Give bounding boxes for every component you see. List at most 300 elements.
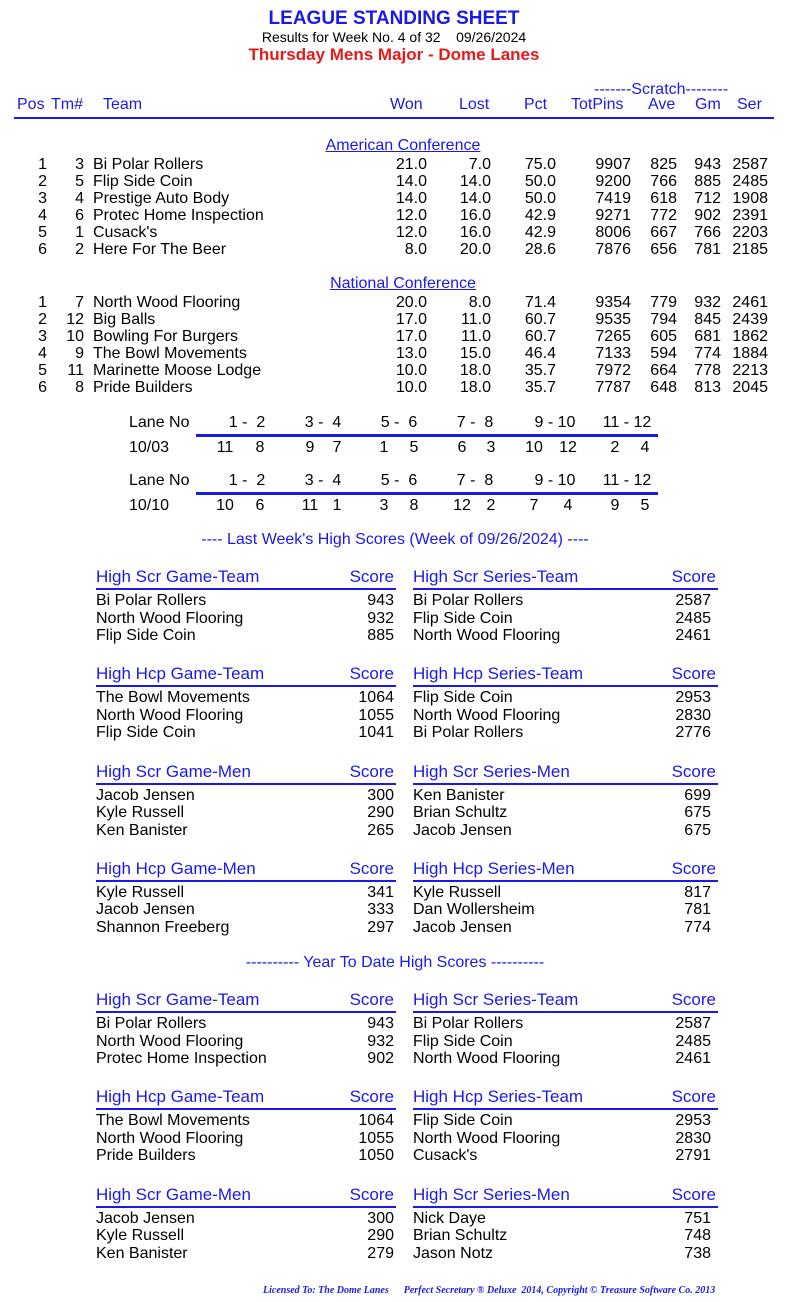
cell-team: Bi Polar Rollers (93, 156, 204, 173)
score-value: 2461 (675, 627, 711, 644)
standing-row (0, 156, 800, 173)
cell-won: 13.0 (395, 345, 427, 362)
lane-team-number: 12 (453, 497, 471, 514)
cell-won: 17.0 (395, 311, 427, 328)
lane-pair: 5 - 6 (380, 472, 418, 489)
standing-row (0, 190, 800, 207)
lane-team-number: 3 (379, 497, 389, 514)
score-item (413, 1112, 718, 1130)
cell-ave: 794 (650, 311, 677, 328)
col-won: Won (390, 96, 423, 113)
high-score-box (413, 567, 718, 645)
cell-pos: 2 (38, 311, 47, 328)
score-value: 2791 (675, 1147, 711, 1165)
cell-ave: 664 (650, 362, 677, 379)
cell-tm: 2 (75, 241, 84, 258)
cell-lost: 18.0 (459, 362, 491, 379)
score-value: 297 (367, 918, 394, 936)
score-value: 2953 (675, 1112, 711, 1130)
cell-tm: 1 (75, 224, 84, 241)
cell-lost: 11.0 (461, 328, 491, 345)
cell-ser: 2213 (732, 362, 768, 379)
box-list (413, 689, 718, 742)
score-item (413, 901, 718, 919)
score-name: Bi Polar Rollers (96, 592, 207, 609)
cell-team: Big Balls (93, 311, 156, 328)
cell-lost: 14.0 (459, 190, 491, 207)
box-title: High Hcp Series-Team (413, 1087, 584, 1107)
high-score-box (413, 664, 718, 742)
lane-team-number: 10 (216, 497, 234, 514)
cell-pct: 60.7 (524, 311, 556, 328)
score-value: 265 (367, 821, 394, 839)
box-rule (96, 588, 396, 590)
box-title: High Scr Game-Team (96, 567, 260, 586)
cell-tm: 12 (66, 311, 84, 328)
cell-team: Prestige Auto Body (93, 190, 230, 207)
cell-totpins: 7133 (595, 345, 631, 362)
score-name: The Bowl Movements (96, 1112, 250, 1130)
score-value: 817 (684, 883, 711, 901)
lane-team-number: 8 (409, 497, 419, 514)
score-name: Protec Home Inspection (96, 1050, 267, 1067)
high-score-box (96, 990, 396, 1068)
cell-ser: 1908 (732, 190, 768, 207)
score-name: Bi Polar Rollers (413, 724, 524, 742)
box-title: High Scr Series-Men (413, 761, 570, 781)
score-name: North Wood Flooring (96, 1129, 244, 1147)
cell-won: 10.0 (395, 379, 427, 396)
cell-totpins: 9271 (595, 207, 631, 224)
cell-gm: 813 (694, 379, 721, 396)
score-item (96, 724, 396, 742)
sheet-title: LEAGUE STANDING SHEET (268, 8, 520, 29)
cell-totpins: 7265 (595, 328, 631, 345)
score-value: 943 (367, 592, 394, 609)
cell-team: Marinette Moose Lodge (93, 362, 262, 379)
cell-won: 17.0 (395, 328, 427, 345)
cell-gm: 712 (694, 190, 721, 207)
score-name: Dan Wollersheim (413, 901, 535, 919)
cell-lost: 20.0 (459, 241, 491, 258)
cell-totpins: 9907 (595, 156, 631, 173)
box-header (413, 664, 718, 684)
box-list (413, 1210, 718, 1263)
col-gm: Gm (695, 96, 721, 113)
cell-tm: 7 (75, 294, 84, 311)
box-score-label: Score (671, 990, 716, 1009)
cell-lost: 14.0 (459, 173, 491, 190)
score-name: Shannon Freeberg (96, 918, 230, 936)
col-lost: Lost (459, 96, 490, 113)
box-rule (413, 1011, 718, 1013)
lane-team-number: 11 (301, 497, 319, 514)
lane-team-number: 3 (486, 439, 496, 456)
col-ave: Ave (648, 96, 676, 113)
high-score-box (413, 990, 718, 1068)
cell-lost: 7.0 (468, 156, 491, 173)
score-name: Jacob Jensen (96, 901, 195, 919)
col-team: Team (103, 96, 143, 113)
lane-rule (196, 492, 658, 495)
league-name: Thursday Mens Major - Dome Lanes (248, 45, 540, 64)
lane-rule (196, 434, 658, 437)
cell-team: Protec Home Inspection (93, 207, 264, 224)
score-name: Kyle Russell (413, 883, 502, 901)
cell-tm: 3 (75, 156, 84, 173)
cell-pos: 5 (38, 362, 47, 379)
box-rule (413, 783, 718, 785)
lane-pair: 1 - 2 (228, 472, 266, 489)
box-list (413, 884, 718, 937)
score-item (96, 1050, 396, 1068)
cell-gm: 778 (694, 362, 721, 379)
cell-ser: 2439 (732, 311, 768, 328)
lane-team-number: 2 (486, 497, 496, 514)
score-item (96, 1033, 396, 1051)
score-item (413, 1130, 718, 1148)
cell-totpins: 9535 (595, 311, 631, 328)
score-name: Jason Notz (413, 1244, 494, 1262)
score-name: Pride Builders (96, 1147, 196, 1165)
lane-team-number: 1 (379, 439, 389, 456)
score-name: Flip Side Coin (413, 1032, 513, 1050)
score-item (96, 610, 396, 628)
score-name: Bi Polar Rollers (413, 592, 524, 609)
cell-pos: 1 (38, 156, 47, 173)
score-value: 1055 (358, 706, 394, 724)
cell-won: 8.0 (404, 241, 427, 258)
score-value: 675 (684, 804, 711, 822)
lane-team-number: 2 (610, 439, 620, 456)
score-name: Flip Side Coin (96, 724, 196, 742)
score-name: Cusack's (413, 1147, 478, 1165)
lane-team-number: 4 (563, 497, 573, 514)
lane-team-number: 7 (332, 439, 342, 456)
high-score-box (413, 859, 718, 937)
score-name: North Wood Flooring (413, 1050, 561, 1067)
cell-tm: 11 (67, 362, 84, 379)
score-value: 1064 (358, 1112, 394, 1130)
score-value: 751 (684, 1209, 711, 1227)
cell-team: The Bowl Movements (93, 345, 247, 362)
box-score-label: Score (349, 858, 394, 878)
score-name: Kyle Russell (96, 804, 185, 822)
box-score-label: Score (349, 567, 394, 586)
box-rule (96, 880, 396, 882)
score-value: 1064 (358, 689, 394, 707)
standing-row (0, 328, 800, 345)
cell-lost: 16.0 (459, 224, 491, 241)
cell-lost: 8.0 (468, 294, 491, 311)
box-list (413, 1112, 718, 1165)
score-name: Brian Schultz (413, 804, 508, 822)
box-score-label: Score (349, 1184, 394, 1204)
box-header (96, 762, 396, 782)
lane-date: 10/10 (129, 497, 170, 514)
score-item (413, 1210, 718, 1228)
header-rule (14, 117, 774, 119)
score-item (413, 610, 718, 628)
box-rule (413, 1108, 718, 1110)
cell-lost: 16.0 (459, 207, 491, 224)
last-week-title: ---- Last Week's High Scores (Week of 09/26/2024) ---- (201, 531, 589, 548)
cell-pos: 5 (38, 224, 47, 241)
standing-row (0, 241, 800, 258)
lane-team-number: 6 (255, 497, 265, 514)
box-score-label: Score (671, 1087, 716, 1107)
cell-gm: 845 (694, 311, 721, 328)
score-item (96, 884, 396, 902)
score-item (413, 1245, 718, 1263)
box-header (96, 664, 396, 684)
score-item (96, 627, 396, 645)
box-rule (413, 880, 718, 882)
score-value: 885 (367, 627, 394, 644)
score-value: 279 (367, 1244, 394, 1262)
score-name: Ken Banister (96, 821, 188, 839)
box-rule (413, 685, 718, 687)
box-list (413, 1015, 718, 1068)
standing-row (0, 207, 800, 224)
box-score-label: Score (671, 761, 716, 781)
cell-ser: 1862 (732, 328, 768, 345)
cell-lost: 15.0 (459, 345, 491, 362)
box-title: High Scr Game-Team (96, 990, 260, 1009)
box-score-label: Score (349, 761, 394, 781)
col-ser: Ser (737, 96, 762, 113)
box-header (413, 859, 718, 879)
cell-won: 12.0 (395, 207, 427, 224)
cell-ser: 2587 (732, 156, 768, 173)
score-name: Nick Daye (413, 1209, 486, 1227)
score-item (96, 1147, 396, 1165)
score-name: North Wood Flooring (413, 706, 561, 724)
lane-team-number: 5 (409, 439, 419, 456)
score-value: 748 (684, 1227, 711, 1245)
score-item (96, 1112, 396, 1130)
cell-tm: 9 (75, 345, 84, 362)
cell-ser: 2185 (732, 241, 768, 258)
conference-title: National Conference (330, 275, 476, 292)
box-title: High Scr Series-Men (413, 1184, 570, 1204)
standing-row (0, 345, 800, 362)
score-item (413, 804, 718, 822)
score-value: 2776 (675, 724, 711, 742)
cell-lost: 18.0 (459, 379, 491, 396)
score-value: 2485 (675, 609, 711, 627)
score-value: 2953 (675, 689, 711, 707)
lane-team-number: 1 (332, 497, 342, 514)
score-value: 333 (367, 901, 394, 919)
lane-team-number: 6 (457, 439, 467, 456)
score-item (413, 1227, 718, 1245)
cell-pos: 3 (38, 190, 47, 207)
score-item (413, 1050, 718, 1068)
score-value: 902 (367, 1050, 394, 1067)
cell-ave: 766 (650, 173, 677, 190)
box-rule (413, 588, 718, 590)
cell-tm: 8 (75, 379, 84, 396)
score-name: Ken Banister (96, 1244, 188, 1262)
score-name: Flip Side Coin (413, 609, 513, 627)
box-score-label: Score (349, 1087, 394, 1107)
cell-lost: 11.0 (461, 311, 491, 328)
score-name: North Wood Flooring (413, 1129, 561, 1147)
lane-team-number: 11 (216, 439, 234, 456)
cell-pct: 75.0 (524, 156, 556, 173)
lane-pair: 7 - 8 (456, 414, 494, 431)
cell-pct: 42.9 (524, 207, 556, 224)
box-header (96, 990, 396, 1010)
cell-totpins: 8006 (595, 224, 631, 241)
score-item (413, 1015, 718, 1033)
cell-ave: 825 (650, 156, 677, 173)
box-score-label: Score (671, 664, 716, 684)
cell-pct: 60.7 (524, 328, 556, 345)
score-name: Jacob Jensen (413, 918, 512, 936)
box-title: High Hcp Game-Team (96, 664, 265, 684)
cell-ser: 2391 (732, 207, 768, 224)
col-pos: Pos (17, 96, 45, 113)
cell-won: 20.0 (395, 294, 427, 311)
lane-pair: 9 - 10 (534, 414, 576, 431)
cell-pct: 35.7 (524, 362, 556, 379)
box-header (96, 567, 396, 587)
box-title: High Hcp Series-Men (413, 858, 575, 878)
box-list (96, 1210, 396, 1263)
score-item (413, 724, 718, 742)
score-value: 2461 (675, 1050, 711, 1067)
lane-team-number: 9 (610, 497, 620, 514)
high-score-box (413, 1087, 718, 1165)
cell-ave: 605 (650, 328, 677, 345)
cell-ser: 2203 (732, 224, 768, 241)
lane-pair: 3 - 4 (304, 472, 342, 489)
box-score-label: Score (349, 664, 394, 684)
score-name: Flip Side Coin (413, 1112, 513, 1130)
scratch-group-label: -------Scratch-------- (594, 81, 729, 98)
standing-row (0, 362, 800, 379)
cell-team: Bowling For Burgers (93, 328, 238, 345)
score-value: 932 (367, 609, 394, 627)
score-value: 1055 (358, 1129, 394, 1147)
cell-won: 14.0 (395, 190, 427, 207)
score-name: Bi Polar Rollers (413, 1015, 524, 1032)
cell-won: 10.0 (395, 362, 427, 379)
score-item (96, 1245, 396, 1263)
high-score-box (96, 762, 396, 840)
lane-pair: 11 - 12 (602, 472, 652, 489)
lane-team-number: 4 (640, 439, 650, 456)
cell-totpins: 7972 (595, 362, 631, 379)
lane-team-number: 9 (305, 439, 315, 456)
score-name: Brian Schultz (413, 1227, 508, 1245)
box-header (413, 567, 718, 587)
high-score-box (96, 1087, 396, 1165)
cell-totpins: 9354 (595, 294, 631, 311)
lane-label: Lane No (129, 414, 190, 431)
score-name: Ken Banister (413, 786, 505, 804)
score-name: Flip Side Coin (413, 689, 513, 707)
cell-pos: 4 (38, 345, 47, 362)
week-subtitle: Results for Week No. 4 of 32 09/26/2024 (261, 29, 527, 45)
box-title: High Scr Series-Team (413, 990, 579, 1009)
score-name: Kyle Russell (96, 883, 185, 901)
high-score-box (96, 664, 396, 742)
cell-tm: 6 (75, 207, 84, 224)
cell-team: North Wood Flooring (93, 294, 241, 311)
box-score-label: Score (349, 990, 394, 1009)
score-value: 781 (684, 901, 711, 919)
standing-row (0, 294, 800, 311)
score-name: North Wood Flooring (96, 1032, 244, 1050)
box-header (96, 1087, 396, 1107)
ytd-title: ---------- Year To Date High Scores ---------- (245, 954, 545, 971)
cell-pos: 6 (38, 241, 47, 258)
cell-pos: 3 (38, 328, 47, 345)
cell-pos: 4 (38, 207, 47, 224)
col-totpins: TotPins (571, 96, 624, 113)
score-value: 2830 (675, 706, 711, 724)
cell-gm: 774 (694, 345, 721, 362)
score-item (413, 1147, 718, 1165)
box-list (96, 1112, 396, 1165)
cell-ave: 656 (650, 241, 677, 258)
high-score-box (413, 762, 718, 840)
cell-tm: 10 (66, 328, 84, 345)
score-item (96, 919, 396, 937)
lane-team-number: 8 (255, 439, 265, 456)
box-score-label: Score (671, 1184, 716, 1204)
score-item (96, 1210, 396, 1228)
cell-gm: 766 (694, 224, 721, 241)
box-header (413, 1087, 718, 1107)
cell-ave: 772 (650, 207, 677, 224)
box-list (96, 689, 396, 742)
cell-ave: 779 (650, 294, 677, 311)
score-value: 675 (684, 821, 711, 839)
cell-gm: 781 (694, 241, 721, 258)
score-value: 300 (367, 786, 394, 804)
box-list (96, 787, 396, 840)
box-rule (413, 1206, 718, 1208)
cell-gm: 681 (694, 328, 721, 345)
conference-title: American Conference (325, 137, 481, 154)
cell-team: Cusack's (93, 224, 158, 241)
cell-tm: 4 (75, 190, 84, 207)
box-header (96, 859, 396, 879)
box-rule (96, 783, 396, 785)
lane-pair: 1 - 2 (228, 414, 266, 431)
cell-gm: 932 (694, 294, 721, 311)
lane-date: 10/03 (129, 439, 170, 456)
score-item (413, 707, 718, 725)
box-title: High Scr Game-Men (96, 1184, 251, 1204)
score-item (96, 1015, 396, 1033)
score-value: 2485 (675, 1032, 711, 1050)
score-item (96, 1227, 396, 1245)
score-value: 290 (367, 804, 394, 822)
cell-pct: 42.9 (524, 224, 556, 241)
score-item (96, 1130, 396, 1148)
cell-team: Pride Builders (93, 379, 193, 396)
score-item (413, 787, 718, 805)
score-name: North Wood Flooring (96, 706, 244, 724)
box-list (96, 884, 396, 937)
score-value: 699 (684, 786, 711, 804)
score-value: 943 (367, 1015, 394, 1032)
